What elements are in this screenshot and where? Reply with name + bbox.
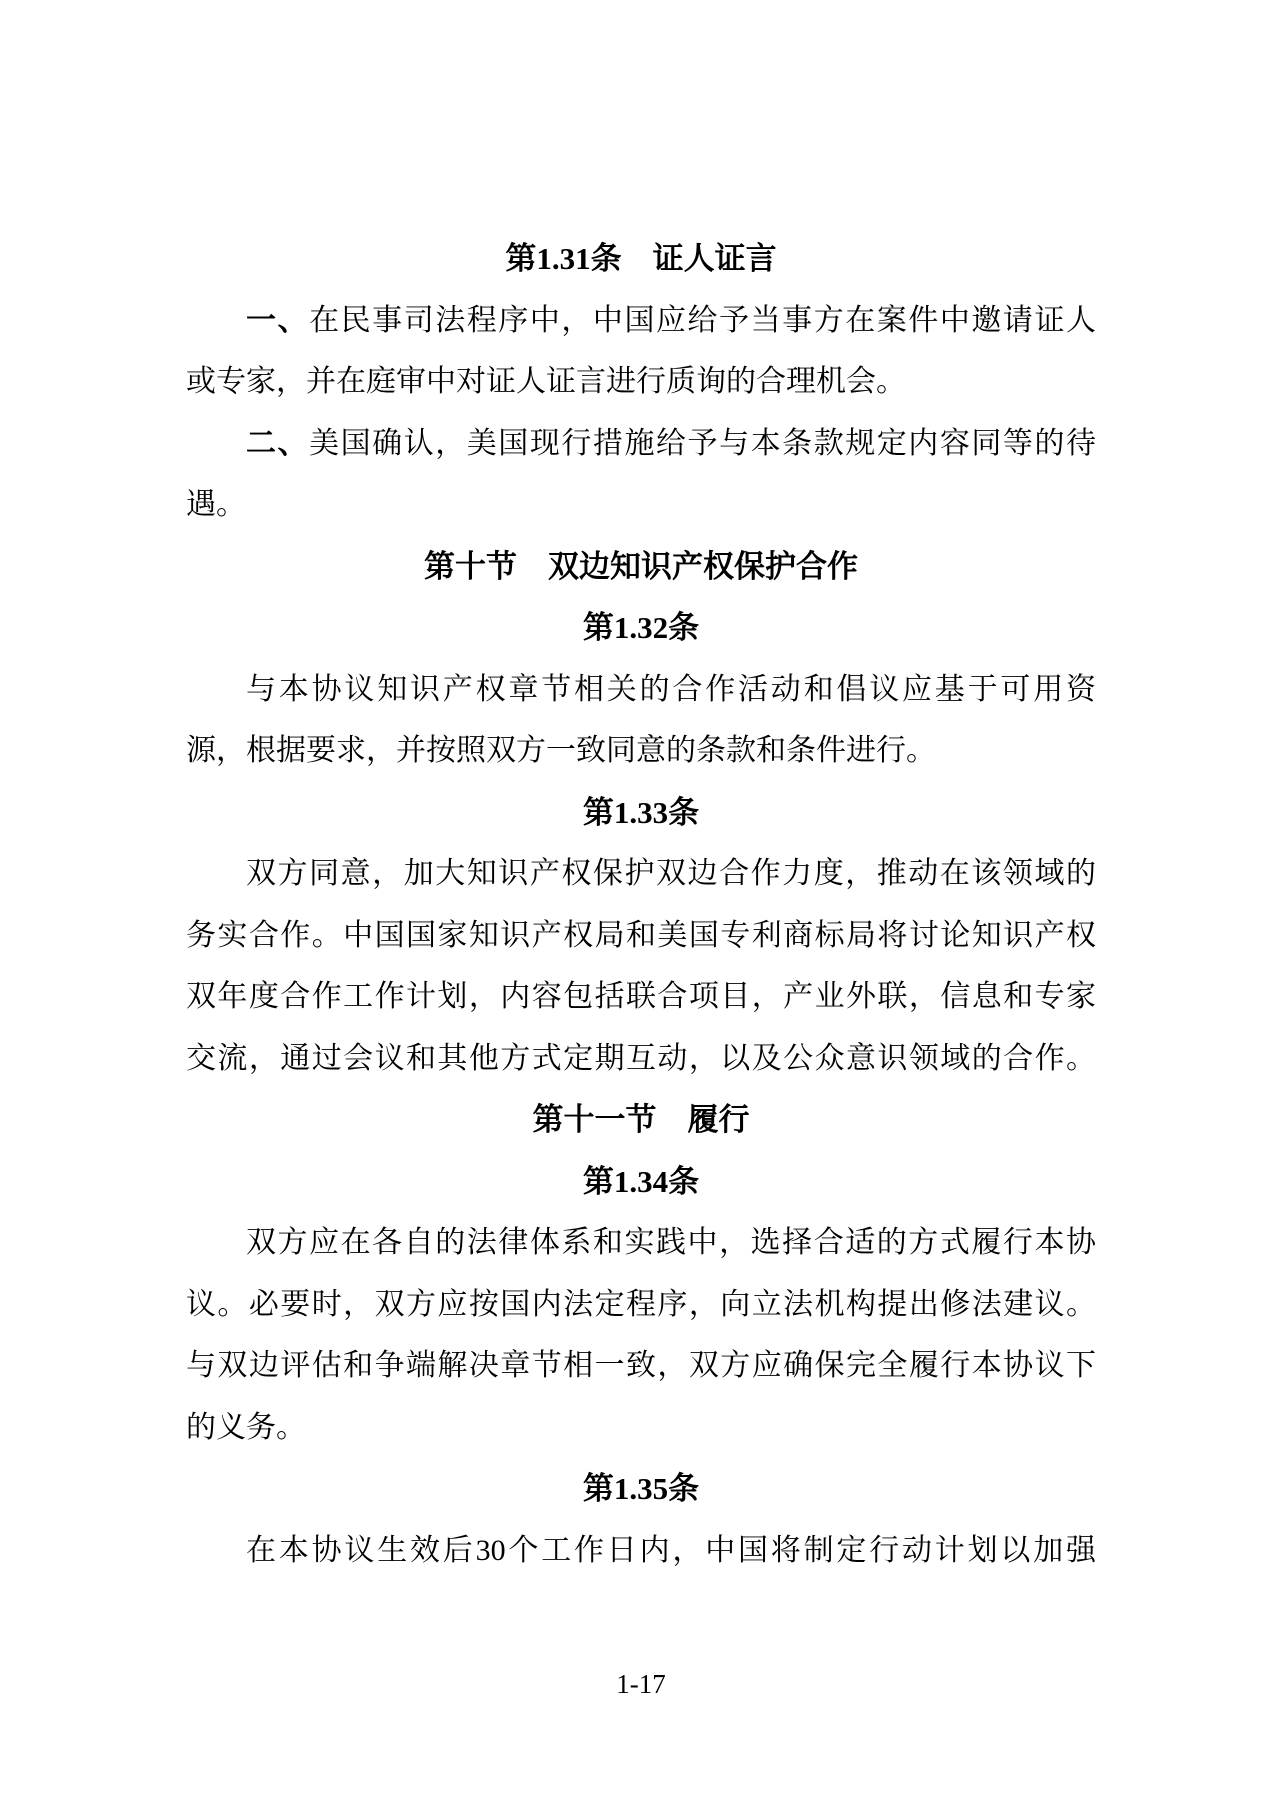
paragraph-text: 在民事司法程序中，中国应给予当事方在案件中邀请证人 <box>309 303 1097 337</box>
paragraph-line: 务实合作。中国国家知识产权局和美国专利商标局将讨论知识产权 <box>186 918 1096 952</box>
paragraph-line: 或专家，并在庭审中对证人证言进行质询的合理机会。 <box>186 365 906 398</box>
section-heading-11: 第十一节 履行 <box>532 1102 750 1137</box>
article-heading-1-32: 第1.32条 <box>582 610 700 645</box>
article-heading-1-35: 第1.35条 <box>582 1471 700 1506</box>
section-heading-10: 第十节 双边知识产权保护合作 <box>424 548 858 584</box>
paragraph-line: 的义务。 <box>186 1410 306 1444</box>
list-number-one: 一、 <box>246 303 310 337</box>
paragraph-line: 与本协议知识产权章节相关的合作活动和倡议应基于可用资 <box>246 672 1096 706</box>
paragraph-line: 双方同意，加大知识产权保护双边合作力度，推动在该领域的 <box>246 857 1096 890</box>
page-number: 1-17 <box>616 1669 666 1699</box>
paragraph-line <box>186 413 1096 475</box>
paragraph-line: 双方应在各自的法律体系和实践中，选择合适的方式履行本协 <box>246 1226 1096 1259</box>
list-number-two: 二、 <box>246 426 310 460</box>
paragraph-line: 源，根据要求，并按照双方一致同意的条款和条件进行。 <box>186 734 936 767</box>
document-body <box>186 228 1096 1581</box>
paragraph-line: 在本协议生效后30个工作日内，中国将制定行动计划以加强 <box>246 1533 1096 1567</box>
paragraph-line: 与双边评估和争端解决章节相一致，双方应确保完全履行本协议下 <box>186 1349 1096 1382</box>
article-heading-1-34: 第1.34条 <box>582 1163 700 1199</box>
paragraph-line: 议。必要时，双方应按国内法定程序，向立法机构提出修法建议。 <box>186 1287 1096 1321</box>
paragraph-line: 遇。 <box>186 488 246 521</box>
paragraph-text: 美国确认，美国现行措施给予与本条款规定内容同等的待 <box>309 426 1097 460</box>
paragraph-line: 双年度合作工作计划，内容包括联合项目，产业外联，信息和专家 <box>186 980 1096 1013</box>
article-heading-1-31: 第1.31条 证人证言 <box>505 241 777 276</box>
article-heading-1-33: 第1.33条 <box>582 794 700 830</box>
paragraph-line <box>186 290 1096 352</box>
paragraph-line: 交流，通过会议和其他方式定期互动，以及公众意识领域的合作。 <box>186 1041 1096 1075</box>
